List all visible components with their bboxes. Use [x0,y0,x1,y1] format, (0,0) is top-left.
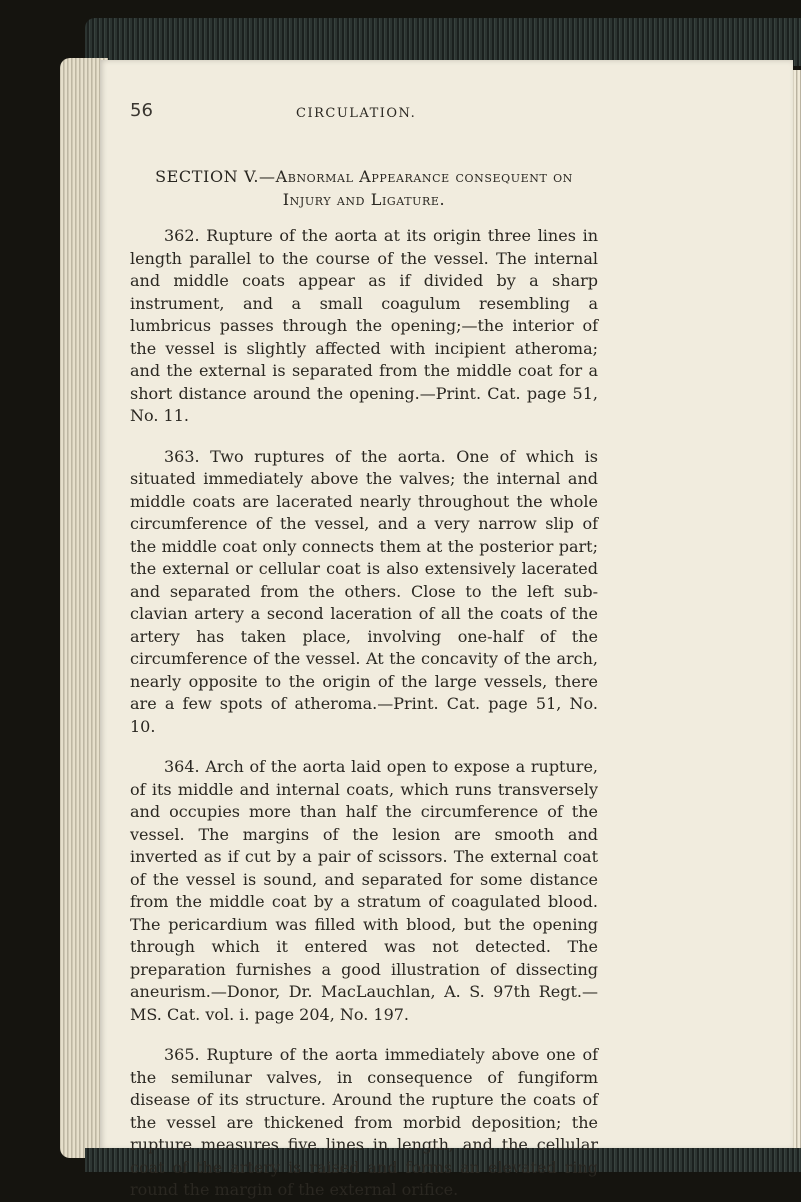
running-title: CIRCULATION. [296,106,417,121]
catalogue-entry-365: 365. Rupture of the aorta immediately above one of the semilunar valves, in consequence of fungiform disease of its structure. Around the rupture the coats of the vessel are thickened from morbid deposition; the rupture measures five lines in length, and the cellular coat of the artery is raised and forms an elevated ring round the margin of the external orifice. [130,1045,598,1199]
catalogue-entry-364: 364. Arch of the aorta laid open to expose a rupture, of its middle and internal coats, which runs transversely and occupies more than half the circumference of the vessel. The margins of the lesion are smooth and inverted as if cut by a pair of scissors. The external coat of the vessel is sound, and separated for some distance from the middle coat by a stratum of coagulated blood. The pericardium was filled with blood, but the opening through which it entered was not detected. The preparation furnishes a good illustration of dissecting aneurism.—Donor, Dr. MacLauchlan, A. S. 97th Regt.—MS. Cat. vol. i. page 204, No. 197. [130,757,598,1024]
catalogue-entry-363: 363. Two ruptures of the aorta. One of which is situated immediately above the valves; the internal and middle coats are lacerated nearly throughout the whole circumference of the vessel, and a very narrow slip of the middle coat only connects them at the posterior part; the external or cellular coat is also extensively lacerated and separated from the others. Close to the left subclavian artery a second laceration of all the coats of the artery has taken place, involving one-half of the circumference of the vessel. At the concavity of the arch, nearly opposite to the origin of the large vessels, there are a few spots of atheroma.—Print. Cat. page 51, No. 10. [130,446,598,736]
page-content [130,100,598,1202]
page-number: 56 [130,100,153,121]
catalogue-entry-362: 362. Rupture of the aorta at its origin three lines in length parallel to the course of the vessel. The internal and middle coats appear as if divided by a sharp instrument, and a small coagulum resembling a lumbricus passes through the opening;—the interior of the vessel is slightly affected with incipient atheroma; and the external is separated from the middle coat for a short distance around the opening.—Print. Cat. page 51, No. 11. [130,226,598,425]
section-heading: SECTION V.—Abnormal Appearance consequent on Injury and Ligature. [155,167,573,209]
running-head [130,100,598,128]
book-spine-top [85,18,801,66]
